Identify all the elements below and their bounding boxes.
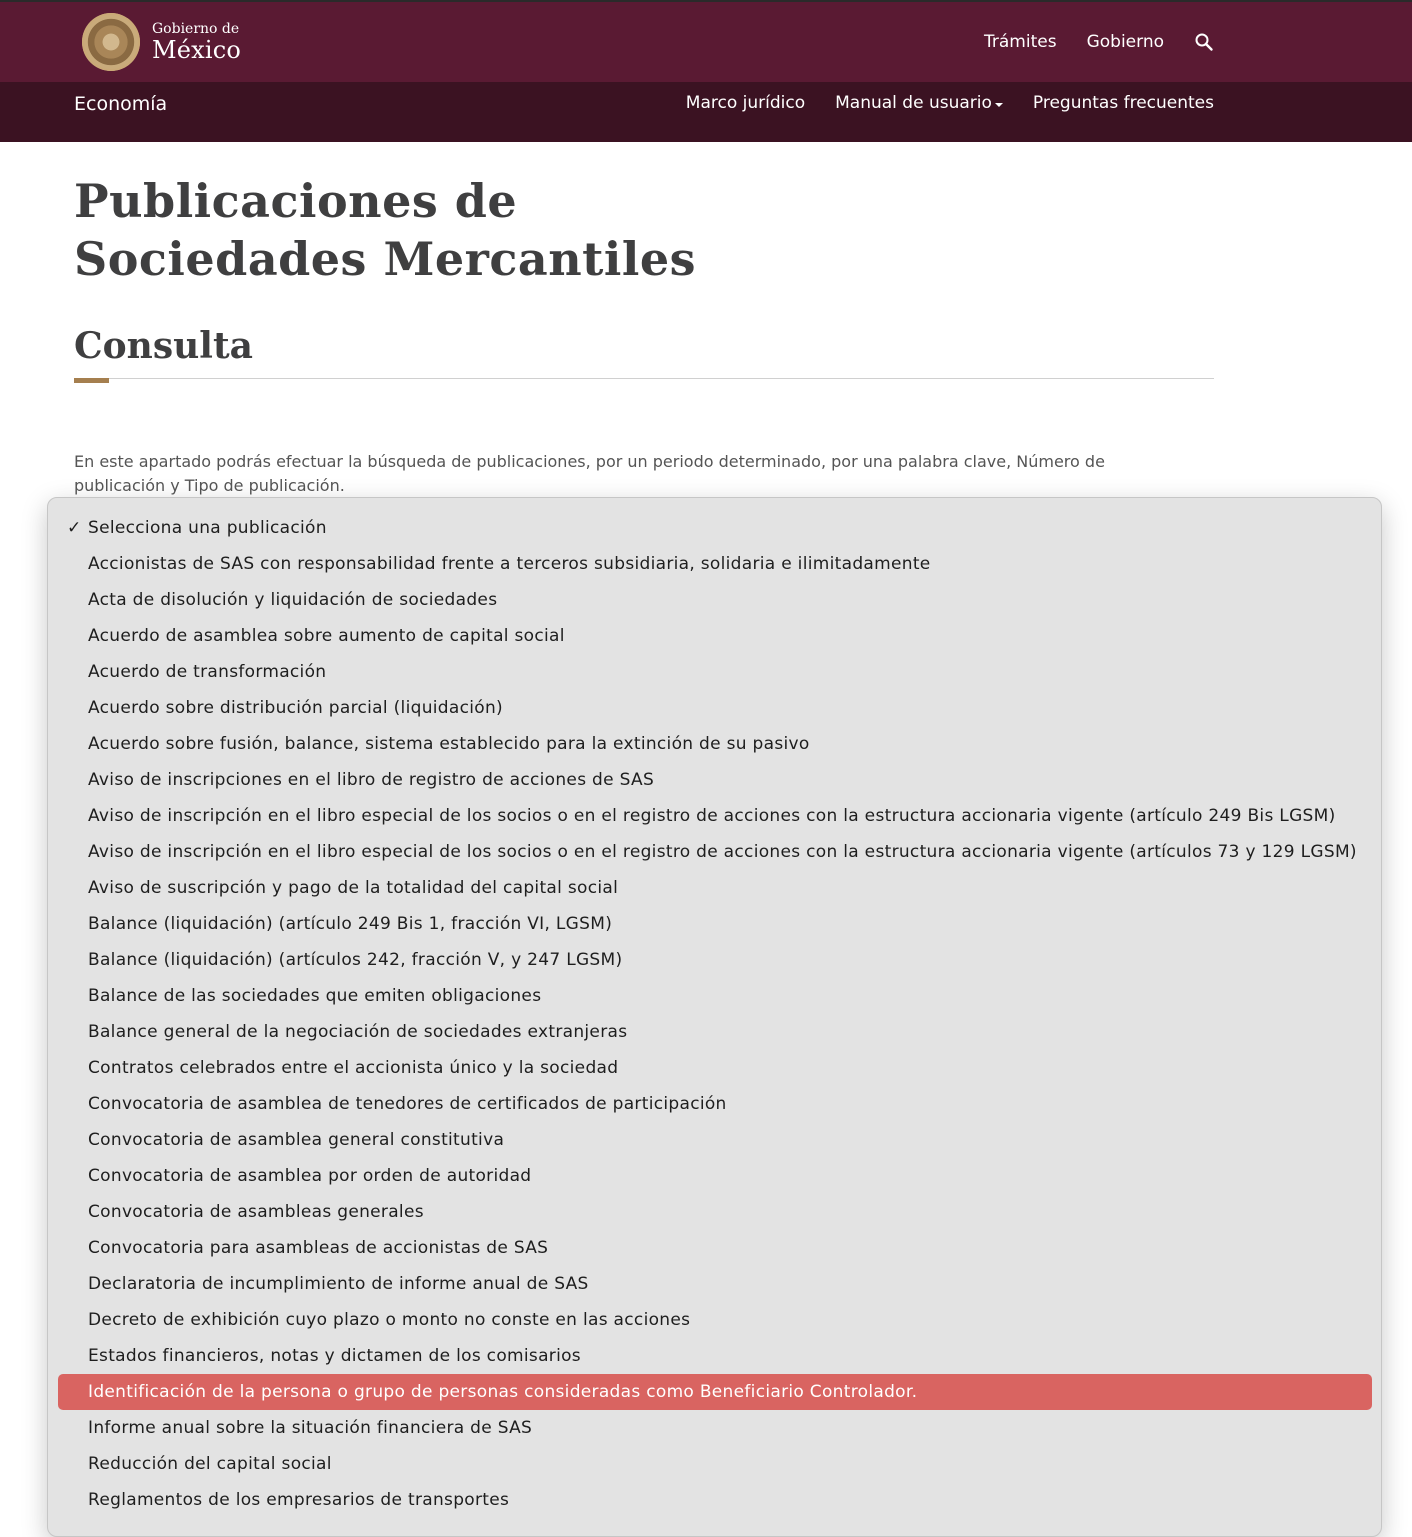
dropdown-option-label: Acuerdo de transformación <box>88 662 327 682</box>
dropdown-option[interactable] <box>58 834 1372 870</box>
dropdown-option[interactable] <box>58 1122 1372 1158</box>
dropdown-option[interactable] <box>58 906 1372 942</box>
dropdown-option-label: Balance (liquidación) (artículo 249 Bis 1, fracción VI, LGSM) <box>88 914 613 934</box>
dropdown-option-label: Identificación de la persona o grupo de personas consideradas como Beneficiario Controlador. <box>88 1382 918 1402</box>
dropdown-option-label: Balance de las sociedades que emiten obligaciones <box>88 986 542 1006</box>
dropdown-option-label: Convocatoria de asamblea por orden de autoridad <box>88 1166 532 1186</box>
section-brand[interactable]: Economía <box>74 93 168 115</box>
dropdown-option-label: Aviso de inscripción en el libro especial de los socios o en el registro de acciones con la estructura accionaria vigente (artículos 73 y 129 LGSM) <box>88 842 1357 862</box>
dropdown-option-label: Estados financieros, notas y dictamen de los comisarios <box>88 1346 581 1366</box>
publication-type-dropdown[interactable] <box>47 497 1382 1537</box>
dropdown-option[interactable] <box>58 690 1372 726</box>
national-seal-icon <box>82 13 140 71</box>
dropdown-option[interactable] <box>58 1338 1372 1374</box>
nav-manual-usuario[interactable] <box>835 93 1003 113</box>
checkmark-icon: ✓ <box>67 518 82 538</box>
page-title <box>74 172 1074 288</box>
dropdown-option-label: Declaratoria de incumplimiento de informe anual de SAS <box>88 1274 589 1294</box>
dropdown-option-label: Convocatoria de asamblea general constitutiva <box>88 1130 505 1150</box>
dropdown-option[interactable] <box>58 870 1372 906</box>
top-nav <box>954 32 1214 52</box>
page-title-line-1: Publicaciones de <box>74 174 518 228</box>
dropdown-option-label: Aviso de suscripción y pago de la totalidad del capital social <box>88 878 619 898</box>
dropdown-option-label: Selecciona una publicación <box>88 518 327 538</box>
nav-gobierno[interactable]: Gobierno <box>1086 32 1164 52</box>
dropdown-option[interactable] <box>58 726 1372 762</box>
dropdown-option-label: Aviso de inscripciones en el libro de registro de acciones de SAS <box>88 770 655 790</box>
dropdown-option[interactable] <box>58 1410 1372 1446</box>
dropdown-option-label: Reducción del capital social <box>88 1454 332 1474</box>
dropdown-option-label: Acuerdo sobre fusión, balance, sistema establecido para la extinción de su pasivo <box>88 734 810 754</box>
sub-nav <box>656 93 1214 113</box>
nav-tramites[interactable]: Trámites <box>984 32 1057 52</box>
dropdown-option-label: Convocatoria de asambleas generales <box>88 1202 424 1222</box>
dropdown-option-label: Acuerdo de asamblea sobre aumento de capital social <box>88 626 565 646</box>
dropdown-option[interactable] <box>58 1374 1372 1410</box>
dropdown-option[interactable] <box>58 942 1372 978</box>
gobierno-logo[interactable] <box>82 12 241 72</box>
dropdown-option[interactable] <box>58 1446 1372 1482</box>
section-divider <box>74 378 1214 379</box>
caret-down-icon <box>995 103 1003 107</box>
dropdown-option-label: Reglamentos de los empresarios de transportes <box>88 1490 510 1510</box>
dropdown-option-label: Decreto de exhibición cuyo plazo o monto no conste en las acciones <box>88 1310 691 1330</box>
logo-line-1: Gobierno de <box>152 21 240 37</box>
logo-line-2: México <box>152 36 242 64</box>
section-accent-bar <box>74 378 109 383</box>
dropdown-option[interactable] <box>58 1302 1372 1338</box>
dropdown-option[interactable] <box>58 978 1372 1014</box>
dropdown-option[interactable] <box>58 1230 1372 1266</box>
dropdown-option-label: Accionistas de SAS con responsabilidad frente a terceros subsidiaria, solidaria e ilimitadamente <box>88 554 931 574</box>
dropdown-option[interactable] <box>58 654 1372 690</box>
dropdown-option[interactable] <box>58 1158 1372 1194</box>
dropdown-option-label: Balance general de la negociación de sociedades extranjeras <box>88 1022 628 1042</box>
dropdown-option-label: Aviso de inscripción en el libro especial de los socios o en el registro de acciones con la estructura accionaria vigente (artículo 249 Bis LGSM) <box>88 806 1336 826</box>
nav-preguntas-frecuentes-label: Preguntas frecuentes <box>1032 93 1214 113</box>
intro-text: En este apartado podrás efectuar la búsqueda de publicaciones, por un periodo determinado, por una palabra clave, Número de publicación y Tipo de publicación. <box>74 452 1105 495</box>
dropdown-option-label: Convocatoria de asamblea de tenedores de certificados de participación <box>88 1094 727 1114</box>
dropdown-option[interactable] <box>58 1014 1372 1050</box>
dropdown-option-label: Informe anual sobre la situación financiera de SAS <box>88 1418 533 1438</box>
dropdown-option[interactable] <box>58 618 1372 654</box>
dropdown-option[interactable] <box>58 546 1372 582</box>
page-title-line-2: Sociedades Mercantiles <box>74 232 697 286</box>
section-title: Consulta <box>74 325 253 367</box>
dropdown-option-label: Convocatoria para asambleas de accionistas de SAS <box>88 1238 549 1258</box>
dropdown-option[interactable] <box>58 1194 1372 1230</box>
dropdown-option-placeholder[interactable] <box>58 510 1372 546</box>
search-icon[interactable] <box>1194 32 1214 52</box>
nav-marco-juridico-label: Marco jurídico <box>685 93 806 113</box>
logo-text <box>152 22 241 62</box>
dropdown-option-label: Acuerdo sobre distribución parcial (liquidación) <box>88 698 503 718</box>
nav-preguntas-frecuentes[interactable] <box>1033 93 1214 113</box>
dropdown-option[interactable] <box>58 1086 1372 1122</box>
dropdown-option[interactable] <box>58 798 1372 834</box>
dropdown-option[interactable] <box>58 1266 1372 1302</box>
sub-header <box>0 82 1412 142</box>
dropdown-option[interactable] <box>58 1482 1372 1518</box>
dropdown-option[interactable] <box>58 582 1372 618</box>
top-header <box>0 0 1412 82</box>
nav-marco-juridico[interactable] <box>686 93 805 113</box>
dropdown-option[interactable] <box>58 762 1372 798</box>
dropdown-option-label: Contratos celebrados entre el accionista único y la sociedad <box>88 1058 619 1078</box>
dropdown-option-label: Acta de disolución y liquidación de sociedades <box>88 590 498 610</box>
dropdown-option-label: Balance (liquidación) (artículos 242, fracción V, y 247 LGSM) <box>88 950 623 970</box>
dropdown-option[interactable] <box>58 1050 1372 1086</box>
nav-manual-usuario-label: Manual de usuario <box>835 93 992 113</box>
